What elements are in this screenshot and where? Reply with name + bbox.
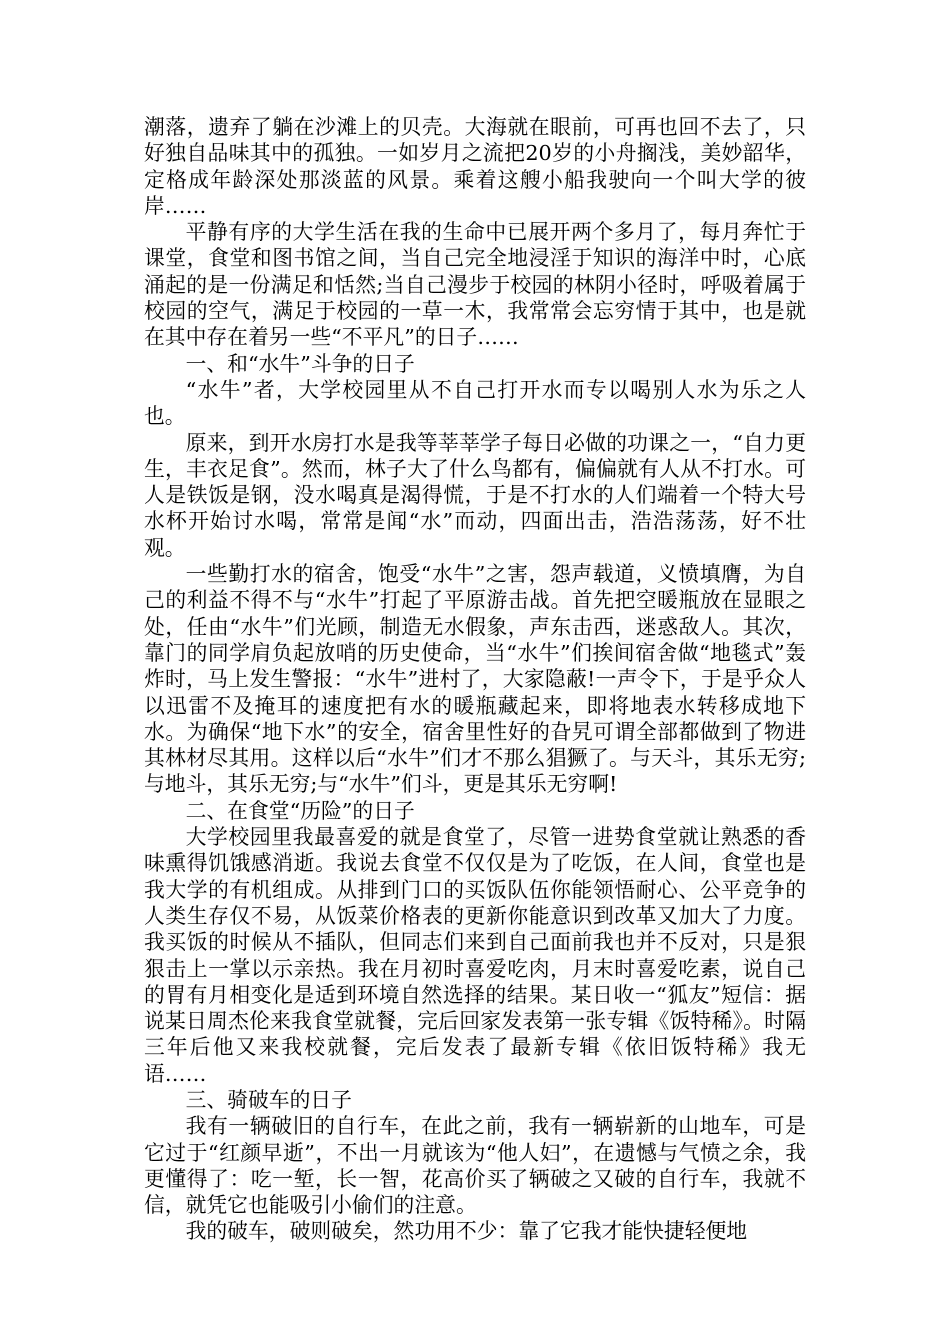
article-body <box>144 114 806 1245</box>
section-heading: 三、骑破车的日子 <box>185 1087 352 1112</box>
section-heading: 二、在食堂“历险”的日子 <box>185 798 415 823</box>
paragraph: 我的破车，破则破矣，然功用不少：靠了它我才能快捷轻便地 <box>185 1219 748 1244</box>
paragraph: 平静有序的大学生活在我的生命中已展开两个多月了，每月奔忙于课堂，食堂和图书馆之间，当自己完全地浸淫于知识的海洋中时，心底涌起的是一份满足和恬然;当自己漫步于校园的林阴小径时，呼吸着属于校园的空气，满足于校园的一草一木，我常常会忘穷情于其中，也是就在其中存在着另一些“不平凡”的日子…… <box>144 220 806 350</box>
paragraph: 潮落，遗弃了躺在沙滩上的贝壳。大海就在眼前，可再也回不去了，只好独自品味其中的孤独。一如岁月之流把20岁的小舟搁浅，美妙韶华，定格成年龄深处那淡蓝的风景。乘着这艘小船我驶向一个叫大学的彼岸…… <box>144 115 806 218</box>
section-heading: 一、和“水牛”斗争的日子 <box>185 351 415 376</box>
paragraph: “水牛”者，大学校园里从不自己打开水而专以喝别人水为乐之人也。 <box>144 377 806 429</box>
paragraph: 大学校园里我最喜爱的就是食堂了，尽管一进势食堂就让熟悉的香味熏得饥饿感消逝。我说去食堂不仅仅是为了吃饭，在人间，食堂也是我大学的有机组成。从排到门口的买饭队伍你能领悟耐心、公平竞争的人类生存仅不易，从饭菜价格表的更新你能意识到改革又加大了力度。我买饭的时候从不插队，但同志们来到自己面前我也并不反对，只是狠狠击上一掌以示亲热。我在月初时喜爱吃肉，月末时喜爱吃素，说自己的胃有月相变化是适到环境自然选择的结果。某日收一“狐友”短信：据说某日周杰伦来我食堂就餐，完后回家发表第一张专辑《饭特稀》。时隔三年后他又来我校就餐，完后发表了最新专辑《依旧饭特稀》我无语…… <box>144 825 806 1086</box>
paragraph: 我有一辆破旧的自行车，在此之前，我有一辆崭新的山地车，可是它过于“红颜早逝”，不出一月就该为“他人妇”，在遗憾与气愤之余，我更懂得了：吃一堑，长一智，花高价买了辆破之又破的自行车，我就不信，就凭它也能吸引小偷们的注意。 <box>144 1114 806 1218</box>
paragraph: 原来，到开水房打水是我等莘莘学子每日必做的功课之一，“自力更生，丰衣足食”。然而，林子大了什么鸟都有，偏偏就有人从不打水。可人是铁饭是钢，没水喝真是渴得慌，于是不打水的人们端着一个特大号水杯开始讨水喝，常常是闻“水”而动，四面出击，浩浩荡荡，好不壮观。 <box>144 430 806 560</box>
paragraph: 一些勤打水的宿舍，饱受“水牛”之害，怨声载道，义愤填膺，为自己的利益不得不与“水牛”打起了平原游击战。首先把空暖瓶放在显眼之处，任由“水牛”们光顾，制造无水假象，声东击西，迷惑敌人。其次，靠门的同学肩负起放哨的历史使命，当“水牛”们挨间宿舍做“地毯式”轰炸时，马上发生警报：“水牛”进村了，大家隐蔽!一声令下，于是乎众人以迅雷不及掩耳的速度把有水的暖瓶藏起来，即将地表水转移成地下水。为确保“地下水”的安全，宿舍里性好的旮旯可谓全部都做到了物进其林材尽其用。这样以后“水牛”们才不那么猖獗了。与天斗，其乐无穷;与地斗，其乐无穷;与“水牛”们斗，更是其乐无穷啊! <box>144 562 806 797</box>
